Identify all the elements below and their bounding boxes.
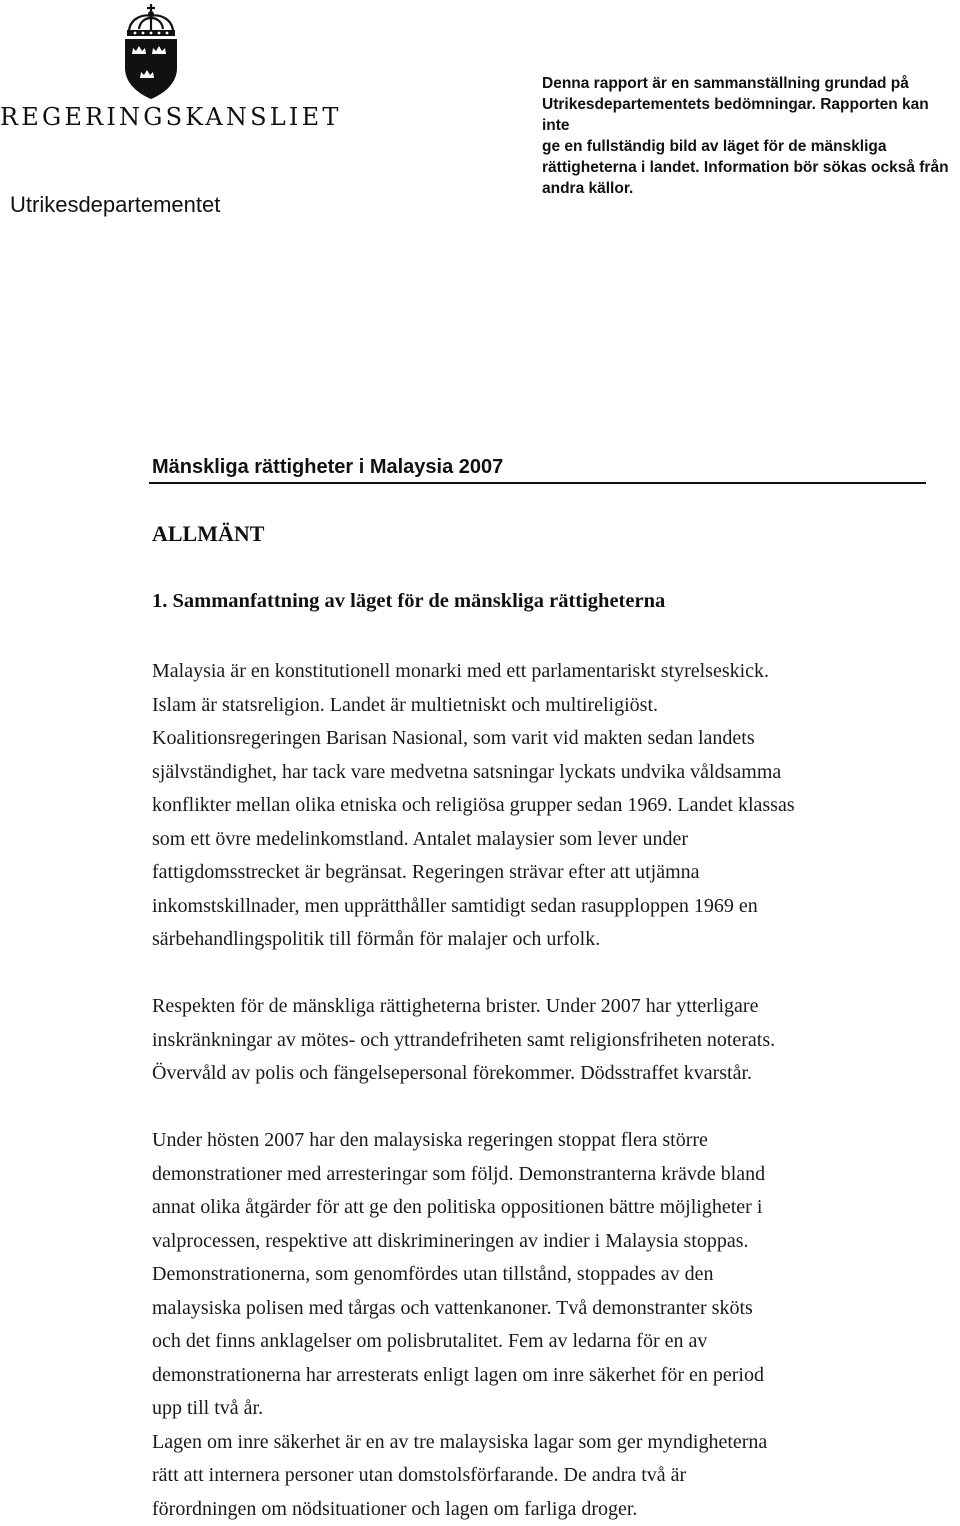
- paragraph-line: Lagen om inre säkerhet är en av tre malaysiska lagar som ger myndigheterna: [152, 1426, 922, 1460]
- paragraph-line: demonstrationerna har arresterats enligt lagen om inre säkerhet för en period: [152, 1359, 922, 1393]
- paragraph-line: annat olika åtgärder för att ge den politiska oppositionen bättre möjligheter i: [152, 1191, 922, 1225]
- paragraph-line: upp till två år.: [152, 1392, 922, 1426]
- disclaimer-line: Denna rapport är en sammanställning grundad på: [542, 73, 957, 94]
- paragraph: [152, 1124, 922, 1526]
- paragraph-line: inkomstskillnader, men upprätthåller samtidigt sedan rasupploppen 1969 en: [152, 890, 922, 924]
- paragraph-line: Under hösten 2007 har den malaysiska regeringen stoppat flera större: [152, 1124, 922, 1158]
- paragraph-line: valprocessen, respektive att diskrimineringen av indier i Malaysia stoppas.: [152, 1225, 922, 1259]
- paragraph-line: malaysiska polisen med tårgas och vattenkanoner. Två demonstranter sköts: [152, 1292, 922, 1326]
- paragraph-line: Malaysia är en konstitutionell monarki med ett parlamentariskt styrelseskick.: [152, 655, 922, 689]
- disclaimer-note: [542, 73, 957, 199]
- paragraph-line: konflikter mellan olika etniska och religiösa grupper sedan 1969. Landet klassas: [152, 789, 922, 823]
- disclaimer-line: ge en fullständig bild av läget för de mänskliga: [542, 136, 957, 157]
- paragraph-line: förordningen om nödsituationer och lagen om farliga droger.: [152, 1493, 922, 1526]
- paragraph: [152, 655, 922, 957]
- paragraph-line: Koalitionsregeringen Barisan Nasional, som varit vid makten sedan landets: [152, 722, 922, 756]
- paragraph-line: som ett övre medelinkomstland. Antalet malaysier som lever under: [152, 823, 922, 857]
- department-name: Utrikesdepartementet: [10, 192, 220, 218]
- disclaimer-line: andra källor.: [542, 178, 957, 199]
- paragraph-line: inskränkningar av mötes- och yttrandefriheten samt religionsfriheten noterats.: [152, 1024, 922, 1058]
- paragraph-line: och det finns anklagelser om polisbrutalitet. Fem av ledarna för en av: [152, 1325, 922, 1359]
- paragraph: [152, 990, 922, 1091]
- government-logo: [0, 0, 300, 140]
- paragraph-line: särbehandlingspolitik till förmån för malajer och urfolk.: [152, 923, 922, 957]
- paragraph-line: Islam är statsreligion. Landet är multietniskt och multireligiöst.: [152, 689, 922, 723]
- subsection-heading: 1. Sammanfattning av läget för de mänskliga rättigheterna: [152, 590, 665, 613]
- paragraph-line: Övervåld av polis och fängelsepersonal förekommer. Dödsstraffet kvarstår.: [152, 1057, 922, 1091]
- logo-wordmark: REGERINGSKANSLIET: [0, 104, 300, 130]
- paragraph-line: fattigdomsstrecket är begränsat. Regeringen strävar efter att utjämna: [152, 856, 922, 890]
- paragraph-line: Respekten för de mänskliga rättigheterna brister. Under 2007 har ytterligare: [152, 990, 922, 1024]
- title-divider: [149, 482, 926, 484]
- document-title: Mänskliga rättigheter i Malaysia 2007: [152, 456, 503, 479]
- disclaimer-line: rättigheterna i landet. Information bör sökas också från: [542, 157, 957, 178]
- paragraph-line: demonstrationer med arresteringar som följd. Demonstranterna krävde bland: [152, 1158, 922, 1192]
- paragraph-line: Demonstrationerna, som genomfördes utan tillstånd, stoppades av den: [152, 1258, 922, 1292]
- paragraph-line: självständighet, har tack vare medvetna satsningar lyckats undvika våldsamma: [152, 756, 922, 790]
- disclaimer-line: Utrikesdepartementets bedömningar. Rapporten kan inte: [542, 94, 957, 136]
- section-heading: ALLMÄNT: [152, 521, 264, 547]
- paragraph-line: rätt att internera personer utan domstolsförfarande. De andra två är: [152, 1459, 922, 1493]
- crown-crest-icon: [119, 2, 183, 100]
